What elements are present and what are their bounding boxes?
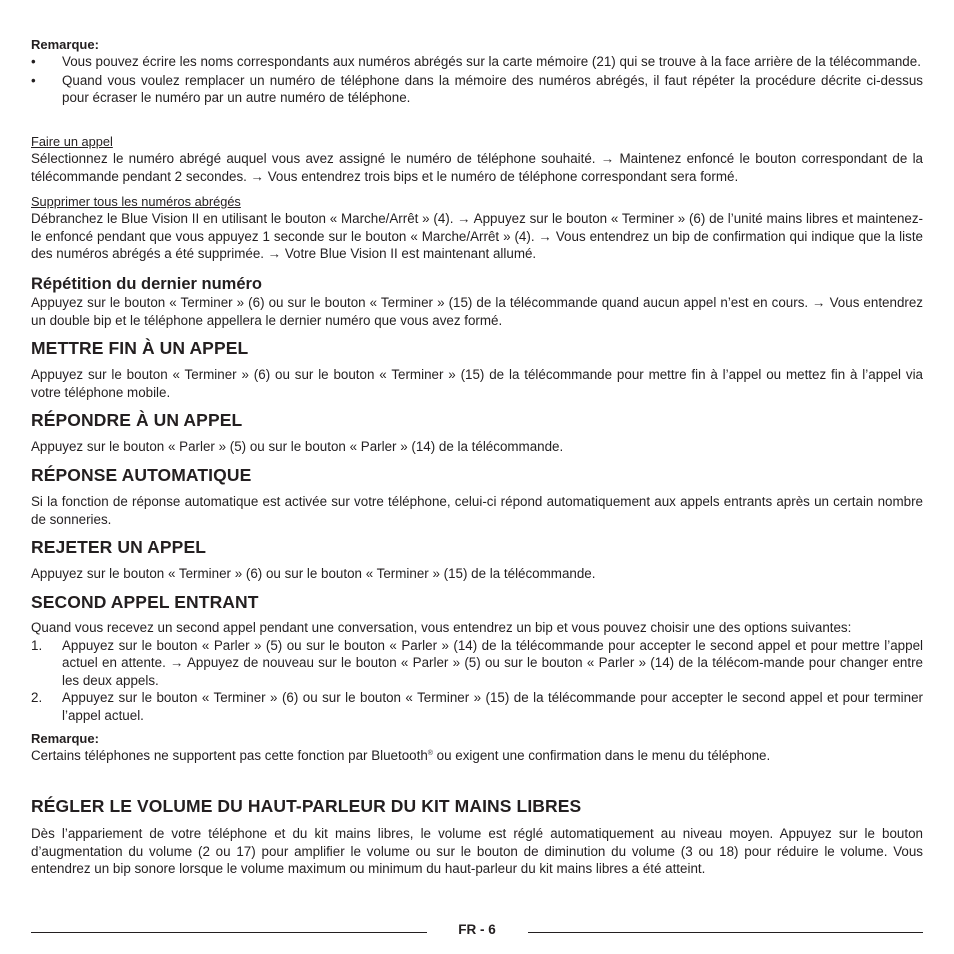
note-label: Remarque: [31, 731, 99, 746]
item-number: 2. [31, 690, 43, 705]
note-section [31, 36, 923, 107]
second-call-section [31, 592, 923, 765]
paragraph: Appuyez sur le bouton « Parler » (5) ou sur le bouton « Parler » (14) de la télécommande. [31, 439, 564, 454]
end-call-section [31, 338, 923, 401]
section-heading: Répétition du dernier numéro [31, 275, 263, 293]
note-text: ou exigent une confirmation dans le menu du téléphone. [432, 748, 771, 763]
delete-speed-dial-section [31, 194, 923, 263]
subsection-title: Supprimer tous les numéros abrégés [31, 194, 241, 209]
list-item-text: Vous pouvez écrire les noms correspondants aux numéros abrégés sur la carte mémoire (21) qui se trouve à la face arrière de la télécommande. [62, 54, 921, 69]
paragraph: Appuyez sur le bouton « Terminer » (6) ou sur le bouton « Terminer » (15) de la télécommande quand aucun appel n’est en cours. → Vous entendrez un double bip et le téléphone appellera le dernier numéro que vous avez formé. [31, 295, 923, 328]
section-heading: RÉGLER LE VOLUME DU HAUT-PARLEUR DU KIT MAINS LIBRES [31, 796, 582, 816]
section-heading: RÉPONDRE À UN APPEL [31, 410, 243, 430]
bullet-mark: • [31, 72, 36, 88]
footer-rule-right [528, 932, 923, 933]
page-number: FR - 6 [458, 922, 496, 937]
answer-call-section [31, 410, 923, 456]
paragraph: Quand vous recevez un second appel pendant une conversation, vous entendrez un bip et vous pouvez choisir une des options suivantes: [31, 620, 852, 635]
paragraph: Appuyez sur le bouton « Terminer » (6) ou sur le bouton « Terminer » (15) de la télécommande pour mettre fin à l’appel ou mettez fin à l’appel via votre téléphone mobile. [31, 367, 923, 400]
numbered-item-text: Appuyez sur le bouton « Terminer » (6) ou sur le bouton « Terminer » (15) de la télécommande pour accepter le second appel et pour terminer l’appel actuel. [62, 690, 923, 723]
auto-answer-section [31, 465, 923, 528]
list-item-text: Quand vous voulez remplacer un numéro de téléphone dans la mémoire des numéros abrégés, il faut répéter la procédure décrite ci-dessus pour écraser le numéro par un autre numéro de téléphone. [62, 72, 923, 105]
paragraph: Débranchez le Blue Vision II en utilisant le bouton « Marche/Arrêt » (4). → Appuyez sur le bouton « Terminer » (6) de l’unité mains libres et maintenez-le enfoncé pendant que vous appuyez 1 seconde sur le bouton « Marche/Arrêt » (4). → Vous entendrez un bip de confirmation qui indique que la liste des numéros abrégés a été supprimée. → Votre Blue Vision II est maintenant allumé. [31, 211, 923, 261]
paragraph [31, 747, 923, 765]
section-heading: SECOND APPEL ENTRANT [31, 592, 259, 612]
section-heading: REJETER UN APPEL [31, 537, 207, 557]
section-heading: METTRE FIN À UN APPEL [31, 338, 249, 358]
registered-mark: ® [427, 750, 433, 757]
paragraph: Si la fonction de réponse automatique est activée sur votre téléphone, celui-ci répond automatiquement aux appels entrants après un certain nombre de sonneries. [31, 494, 923, 527]
numbered-item-text: Appuyez sur le bouton « Parler » (5) ou sur le bouton « Parler » (14) de la télécommande pour accepter le second appel et pour mettre l’appel actuel en attente. → Appuyez de nouveau sur le bouton « Parler » (5) ou sur le bouton « Parler » (14) de la télécom-mande pour changer entre les deux appels. [62, 637, 923, 688]
bullet-mark: • [31, 54, 36, 69]
list-item [31, 53, 923, 71]
note-label: Remarque: [31, 37, 99, 52]
item-number: 1. [31, 637, 43, 653]
paragraph: Dès l’appariement de votre téléphone et du kit mains libres, le volume est réglé automatiquement au niveau moyen. Appuyez sur le bouton d’augmentation du volume (2 ou 17) pour amplifier le volume ou sur le bouton de diminution du volume (3 ou 18) pour réduire le volume. Vous entendrez un bip sonore lorsque le volume maximum ou minimum du haut-parleur du kit mains libres a été atteint. [31, 826, 923, 876]
note-text: Certains téléphones ne supportent pas cette fonction par Bluetooth [31, 748, 428, 763]
paragraph: Sélectionnez le numéro abrégé auquel vous avez assigné le numéro de téléphone souhaité. → Maintenez enfoncé le bouton correspondant de la télécommande pendant 2 secondes. → Vous entendrez trois bips et le numéro de téléphone correspondant sera formé. [31, 151, 923, 184]
section-heading: RÉPONSE AUTOMATIQUE [31, 465, 252, 485]
reject-call-section [31, 537, 923, 583]
list-item [31, 72, 923, 107]
subsection-title: Faire un appel [31, 134, 113, 149]
redial-section [31, 274, 923, 329]
make-call-section [31, 134, 923, 185]
footer-rule-left [31, 932, 427, 933]
numbered-item [31, 637, 923, 690]
numbered-item [31, 689, 923, 724]
paragraph: Appuyez sur le bouton « Terminer » (6) ou sur le bouton « Terminer » (15) de la télécommande. [31, 566, 596, 581]
volume-section [31, 796, 923, 878]
